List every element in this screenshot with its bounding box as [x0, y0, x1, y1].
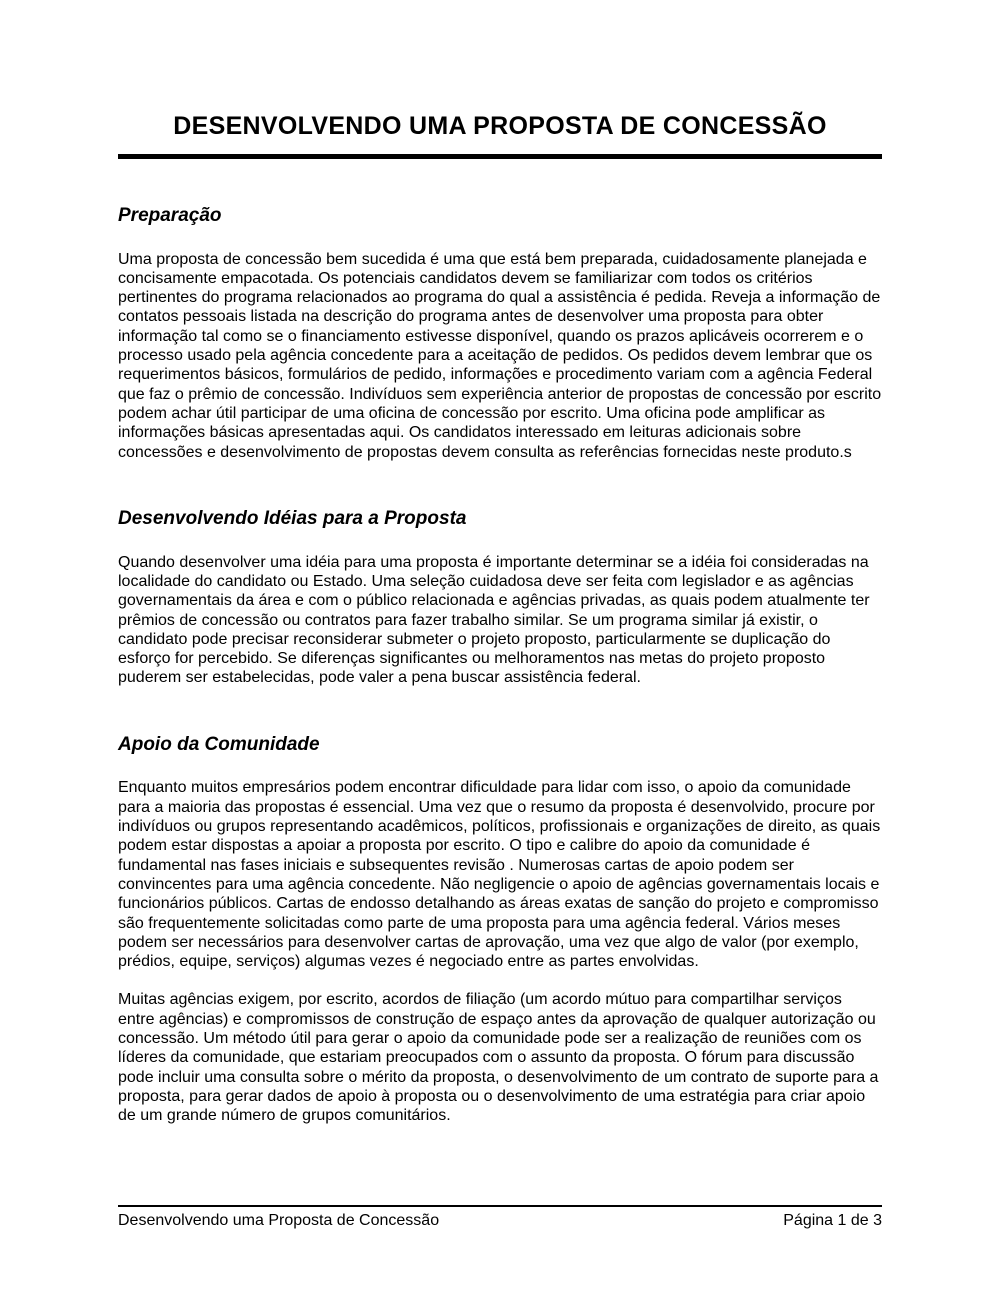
paragraph: Muitas agências exigem, por escrito, acordos de filiação (um acordo mútuo para compartilhar serviços entre agências) e compromissos de construção de espaço antes da aprovação de qualquer autorização ou concessão. Um método útil para gerar o apoio da comunidade pode ser a realização de reuniões com os líderes da comunidade, que estariam preocupados com o assunto da proposta. O fórum para discussão pode incluir uma consulta sobre o mérito da proposta, o desenvolvimento de um contrato de suporte para a proposta, para gerar dados de apoio à proposta ou o desenvolvimento de uma estratégia para criar apoio de um grande número de grupos comunitários. — [118, 991, 879, 1125]
footer-row — [118, 1211, 882, 1230]
section-heading-apoio-da-comunidade: Apoio da Comunidade — [118, 733, 320, 755]
section-heading-preparacao: Preparação — [118, 204, 222, 226]
section-preparacao — [118, 205, 882, 462]
paragraph: Uma proposta de concessão bem sucedida é uma que está bem preparada, cuidadosamente planejada e concisamente empacotada. Os potenciais candidatos devem se familiarizar com todos os critérios pertinentes do programa relacionados ao programa do qual a assistência é pedida. Reveja a informação de contatos pessoais listada na descrição do programa antes de desenvolver uma proposta para obter informação tal como se o financiamento estivesse disponível, quando os prazos aplicáveis ocorrerem e o processo usado pela agência concedente para a aceitação de pedidos. Os pedidos devem lembrar que os requerimentos básicos, formulários de pedido, informações e procedimento variam com a agência Federal que faz o prêmio de concessão. Indivíduos sem experiência anterior de propostas de concessão por escrito podem achar útil participar de uma oficina de concessão por escrito. Uma oficina pode amplificar as informações básicas apresentadas aqui. Os candidatos interessado em leituras adicionais sobre concessões e desenvolvimento de propostas devem consulta as referências fornecidas neste produto.s — [118, 250, 882, 461]
section-desenvolvendo-ideias — [118, 508, 882, 688]
section-apoio-da-comunidade — [118, 734, 882, 1126]
footer-document-title: Desenvolvendo uma Proposta de Concessão — [118, 1212, 440, 1229]
document-title: DESENVOLVENDO UMA PROPOSTA DE CONCESSÃO — [173, 112, 827, 140]
paragraph: Quando desenvolver uma idéia para uma proposta é importante determinar se a idéia foi consideradas na localidade do candidato ou Estado. Uma seleção cuidadosa deve ser feita com legislador e as agências governamentais da área e com o público relacionada e agências privadas, as quais podem atualmente ter prêmios de concessão ou contratos para fazer trabalho similar. Se um programa similar já existir, o candidato pode precisar reconsiderar submeter o projeto proposto, particularmente se duplicação do esforço for percebido. Se diferenças significantes ou melhoramentos nas metas do projeto proposto puderem ser estabelecidas, pode valer a pena buscar assistência federal. — [118, 553, 870, 687]
footer-rule — [118, 1205, 882, 1207]
section-heading-desenvolvendo-ideias: Desenvolvendo Idéias para a Proposta — [118, 507, 467, 529]
title-rule — [118, 154, 882, 159]
paragraph: Enquanto muitos empresários podem encontrar dificuldade para lidar com isso, o apoio da comunidade para a maioria das propostas é essencial. Uma vez que o resumo da proposta é desenvolvido, procure por indivíduos ou grupos representando acadêmicos, políticos, profissionais e organizações de direito, as quais podem estar dispostas a apoiar a proposta por escrito. O tipo e calibre do apoio da comunidade é fundamental nas fases iniciais e subsequentes revisão . Numerosas cartas de apoio podem ser convincentes para uma agência concedente. Não negligencie o apoio de agências governamentais locais e funcionários públicos. Cartas de endosso detalhando as áreas exatas de sanção do projeto e compromisso são frequentemente solicitadas como parte de uma proposta para uma agência federal. Vários meses podem ser necessários para desenvolver cartas de aprovação, uma vez que algo de valor (por exemplo, prédios, equipe, serviços) algumas vezes é negociado entre as partes envolvidas. — [118, 779, 881, 971]
page-footer — [118, 1205, 882, 1230]
footer-page-number: Página 1 de 3 — [783, 1212, 882, 1229]
